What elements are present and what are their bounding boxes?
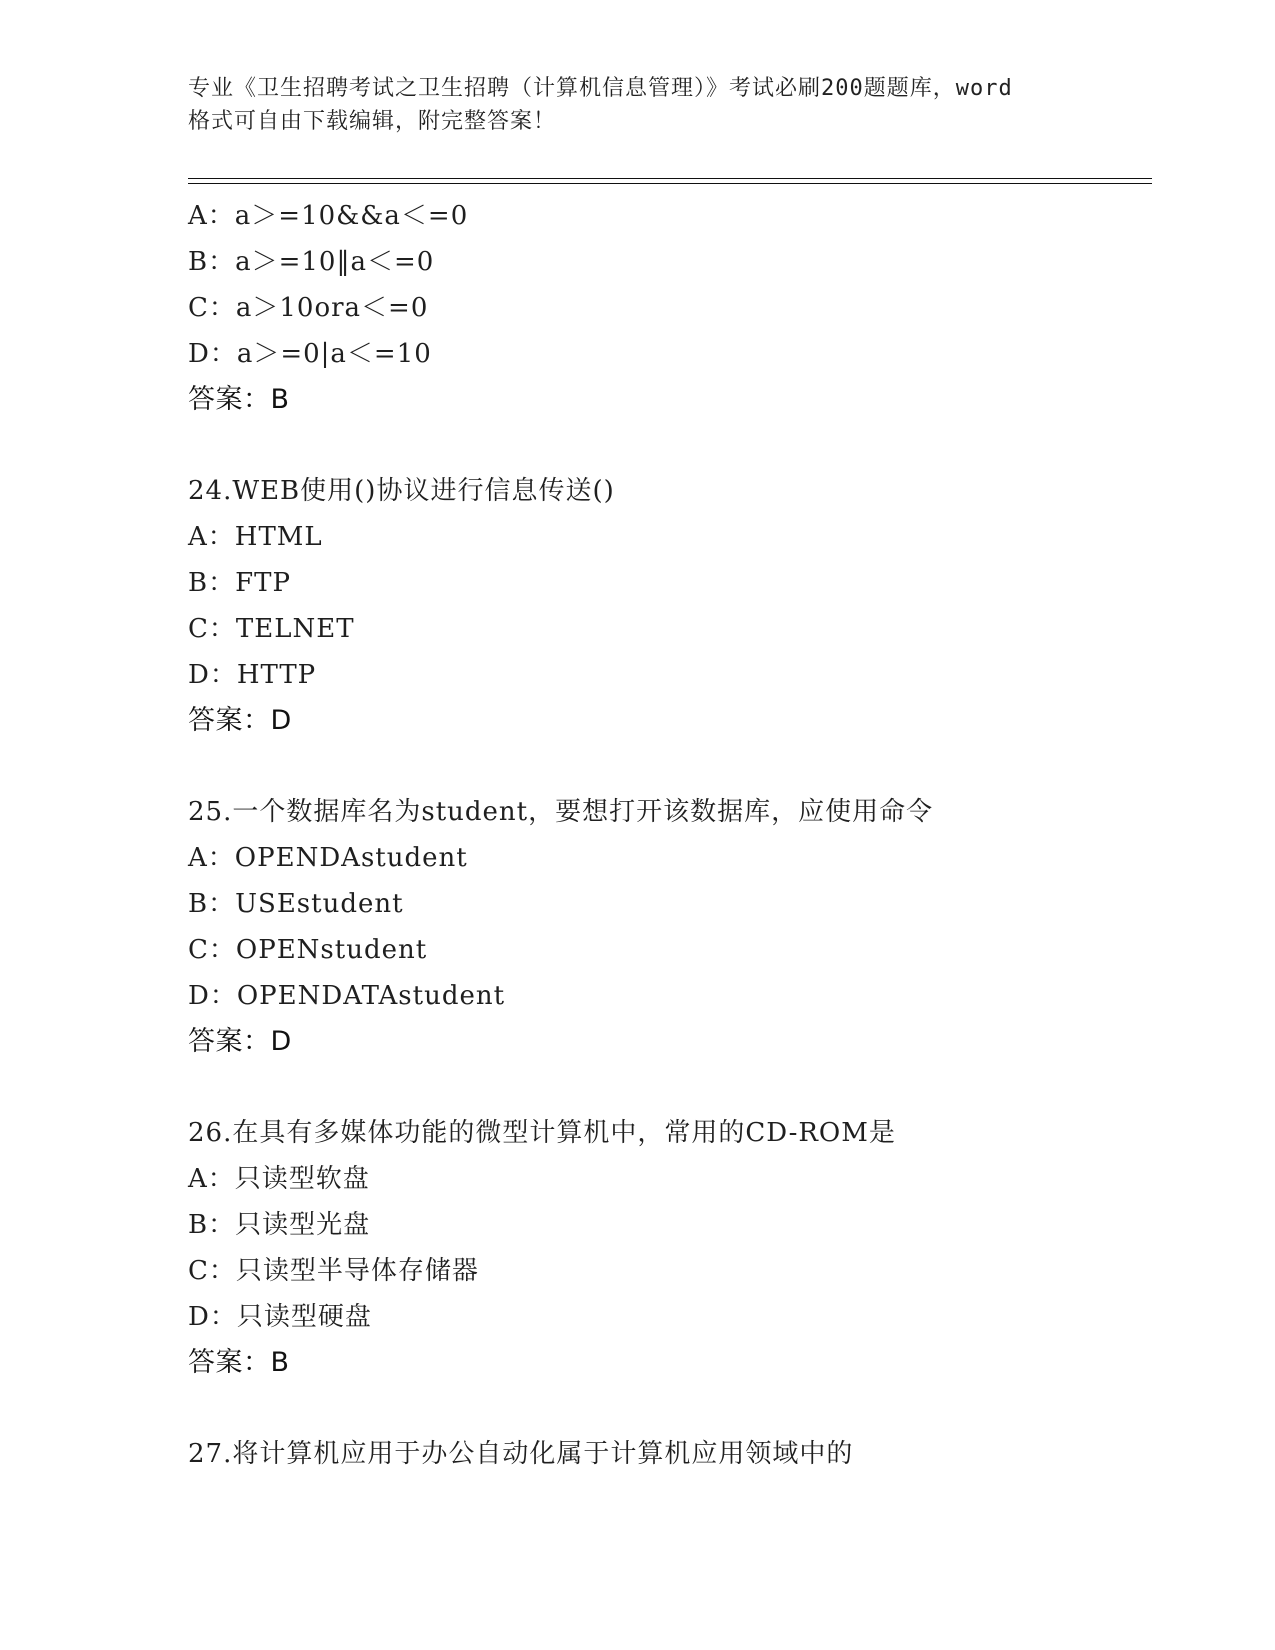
option-d: D：OPENDATAstudent — [188, 981, 506, 1011]
question-27 — [188, 1431, 1152, 1477]
question-title: 24.WEB使用()协议进行信息传送() — [188, 476, 615, 506]
option-b: B：FTP — [188, 568, 291, 598]
answer-text: 答案：D — [188, 1026, 292, 1057]
option-a: A：OPENDAstudent — [188, 843, 468, 873]
option-d: D：HTTP — [188, 660, 317, 690]
option-c: C：a＞10ora＜=0 — [188, 293, 429, 323]
option-b: B：USEstudent — [188, 889, 404, 919]
question-title: 27.将计算机应用于办公自动化属于计算机应用领域中的 — [188, 1439, 854, 1469]
header-divider-top — [188, 178, 1152, 179]
option-b: B：a＞=10‖a＜=0 — [188, 247, 435, 277]
document-header — [188, 72, 1088, 138]
header-title-line-2: 格式可自由下载编辑，附完整答案！ — [188, 109, 557, 134]
question-23 — [188, 193, 1152, 423]
question-25 — [188, 789, 1152, 1065]
option-d: D：只读型硬盘 — [188, 1302, 372, 1332]
option-c: C：OPENstudent — [188, 935, 428, 965]
option-d: D：a＞=0|a＜=10 — [188, 339, 432, 369]
option-a: A：HTML — [188, 522, 323, 552]
option-c: C：TELNET — [188, 614, 355, 644]
header-divider-bottom — [188, 183, 1152, 184]
answer-text: 答案：D — [188, 705, 292, 736]
question-list — [188, 193, 1152, 1477]
option-a: A：只读型软盘 — [188, 1164, 370, 1194]
header-title-line-1: 专业《卫生招聘考试之卫生招聘（计算机信息管理）》考试必刷200题题库，word — [188, 76, 1013, 101]
question-24 — [188, 468, 1152, 744]
question-title: 25.一个数据库名为student，要想打开该数据库，应使用命令 — [188, 797, 934, 827]
answer-text: 答案：B — [188, 384, 290, 415]
answer-text: 答案：B — [188, 1347, 290, 1378]
option-b: B：只读型光盘 — [188, 1210, 371, 1240]
question-title: 26.在具有多媒体功能的微型计算机中，常用的CD-ROM是 — [188, 1118, 896, 1148]
option-a: A：a＞=10&&a＜=0 — [188, 201, 469, 231]
option-c: C：只读型半导体存储器 — [188, 1256, 479, 1286]
question-26 — [188, 1110, 1152, 1386]
